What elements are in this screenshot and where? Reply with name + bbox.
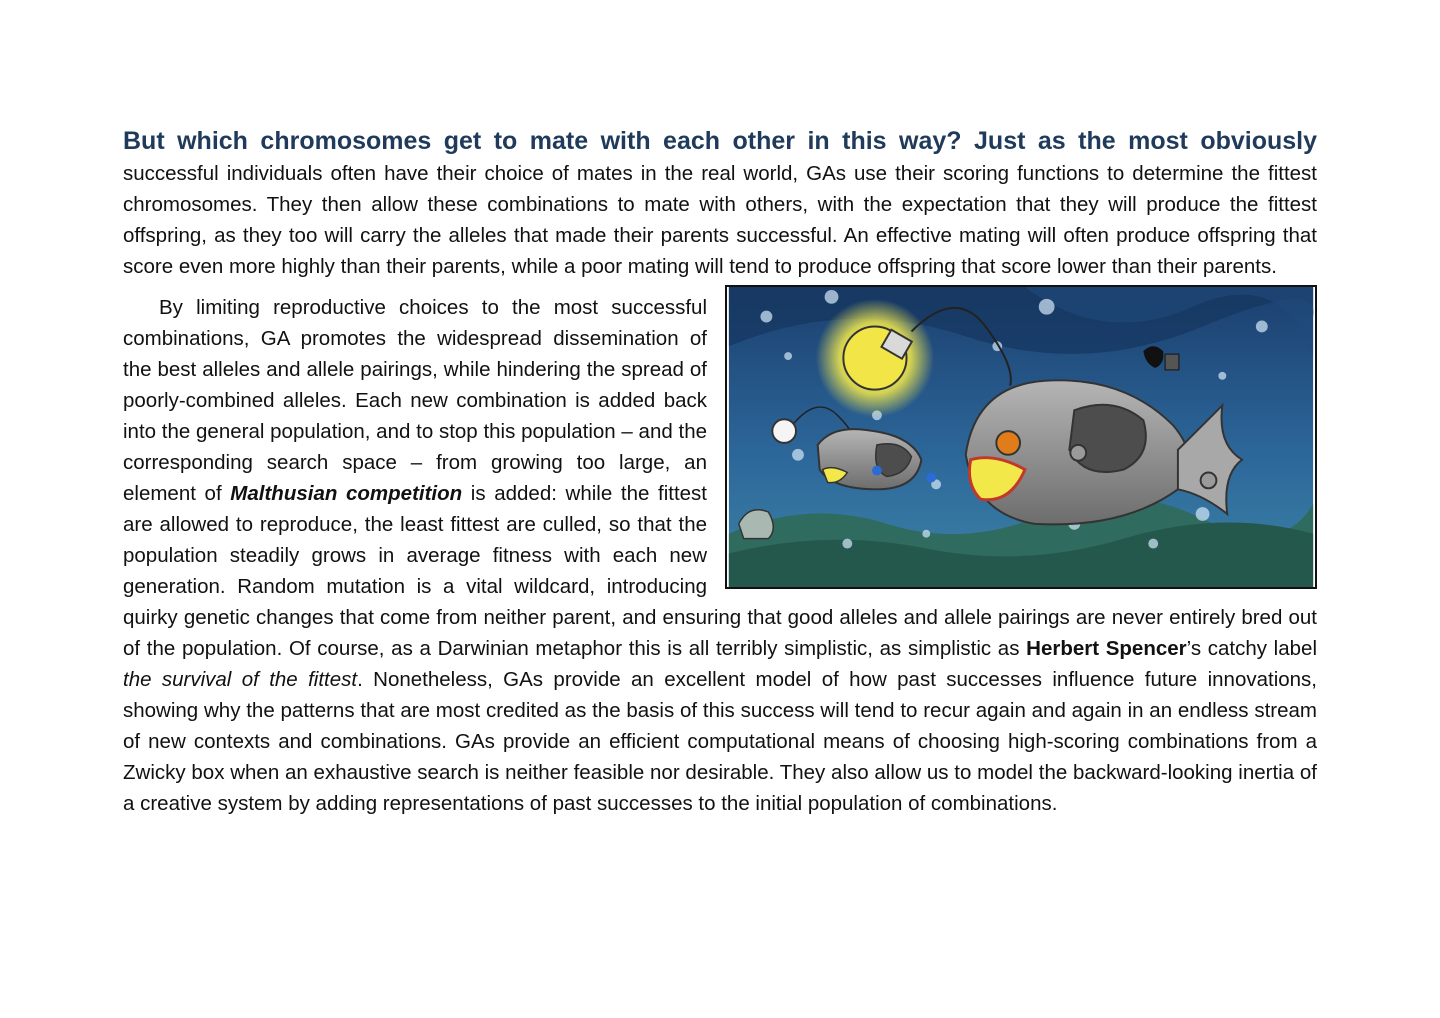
paragraph-1 (123, 158, 1317, 282)
phrase-survival-of-fittest: the survival of the fittest (123, 668, 358, 691)
person-herbert-spencer: Herbert Spencer (1026, 637, 1187, 660)
paragraph-1-start: successful individuals often have their choice of mates in the real world, GAs use their scoring functions to determine the fittest chromosomes. They then allow these combinations to mate with others, with the expectation that they will produce the fittest offspring, as they too will carry the alleles that made their parents successful. An effective mating will often produce offspring that score even more highly than their parents, while a poor mating will tend to produce offspring that score lower than their parents. (123, 162, 1317, 278)
lead-heading: But which chromosomes get to mate with each other in this way? Just as the most obviously (123, 127, 1317, 155)
term-malthusian-competition: Malthusian competition (230, 482, 463, 505)
paragraph-2-part4: . Nonetheless, GAs provide an excellent model of how past successes influence future innovations, showing why the patterns that are most credited as the basis of this success will tend to recur again and again in an endless stream of new contexts and combinations. GAs provide an efficient computational means of choosing high-scoring combinations from a Zwicky box when an exhaustive search is neither feasible nor desirable. They also allow us to model the backward-looking inertia of a creative system by adding representations of past successes to the initial population of combinations. (123, 668, 1317, 815)
paragraph-2-part3: ’s catchy label (1186, 637, 1317, 660)
paragraph-2-part1: By limiting reproductive choices to the most successful combinations, GA promotes the widespread dissemination of the best alleles and allele pairings, while hindering the spread of poorly-combined alleles. Each new combination is added back into the general population, and to stop this population – and the corresponding search space – from growing too large, an element of (123, 296, 707, 505)
document-page (123, 124, 1317, 819)
paragraph-2-part2: is added: while the fittest are allowed to reproduce, the least fittest are culled, so that the population steadily grows in average fitness with each new generation. Random mutation is a vital wildcard, introducing quirky genetic changes that come from neither parent, and ensuring that good alleles and allele pairings are never entirely bred out of the population. Of course, as a Darwinian metaphor this is all terribly simplistic, as simplistic as (123, 482, 1317, 660)
anglerfish-illustration (725, 285, 1317, 589)
